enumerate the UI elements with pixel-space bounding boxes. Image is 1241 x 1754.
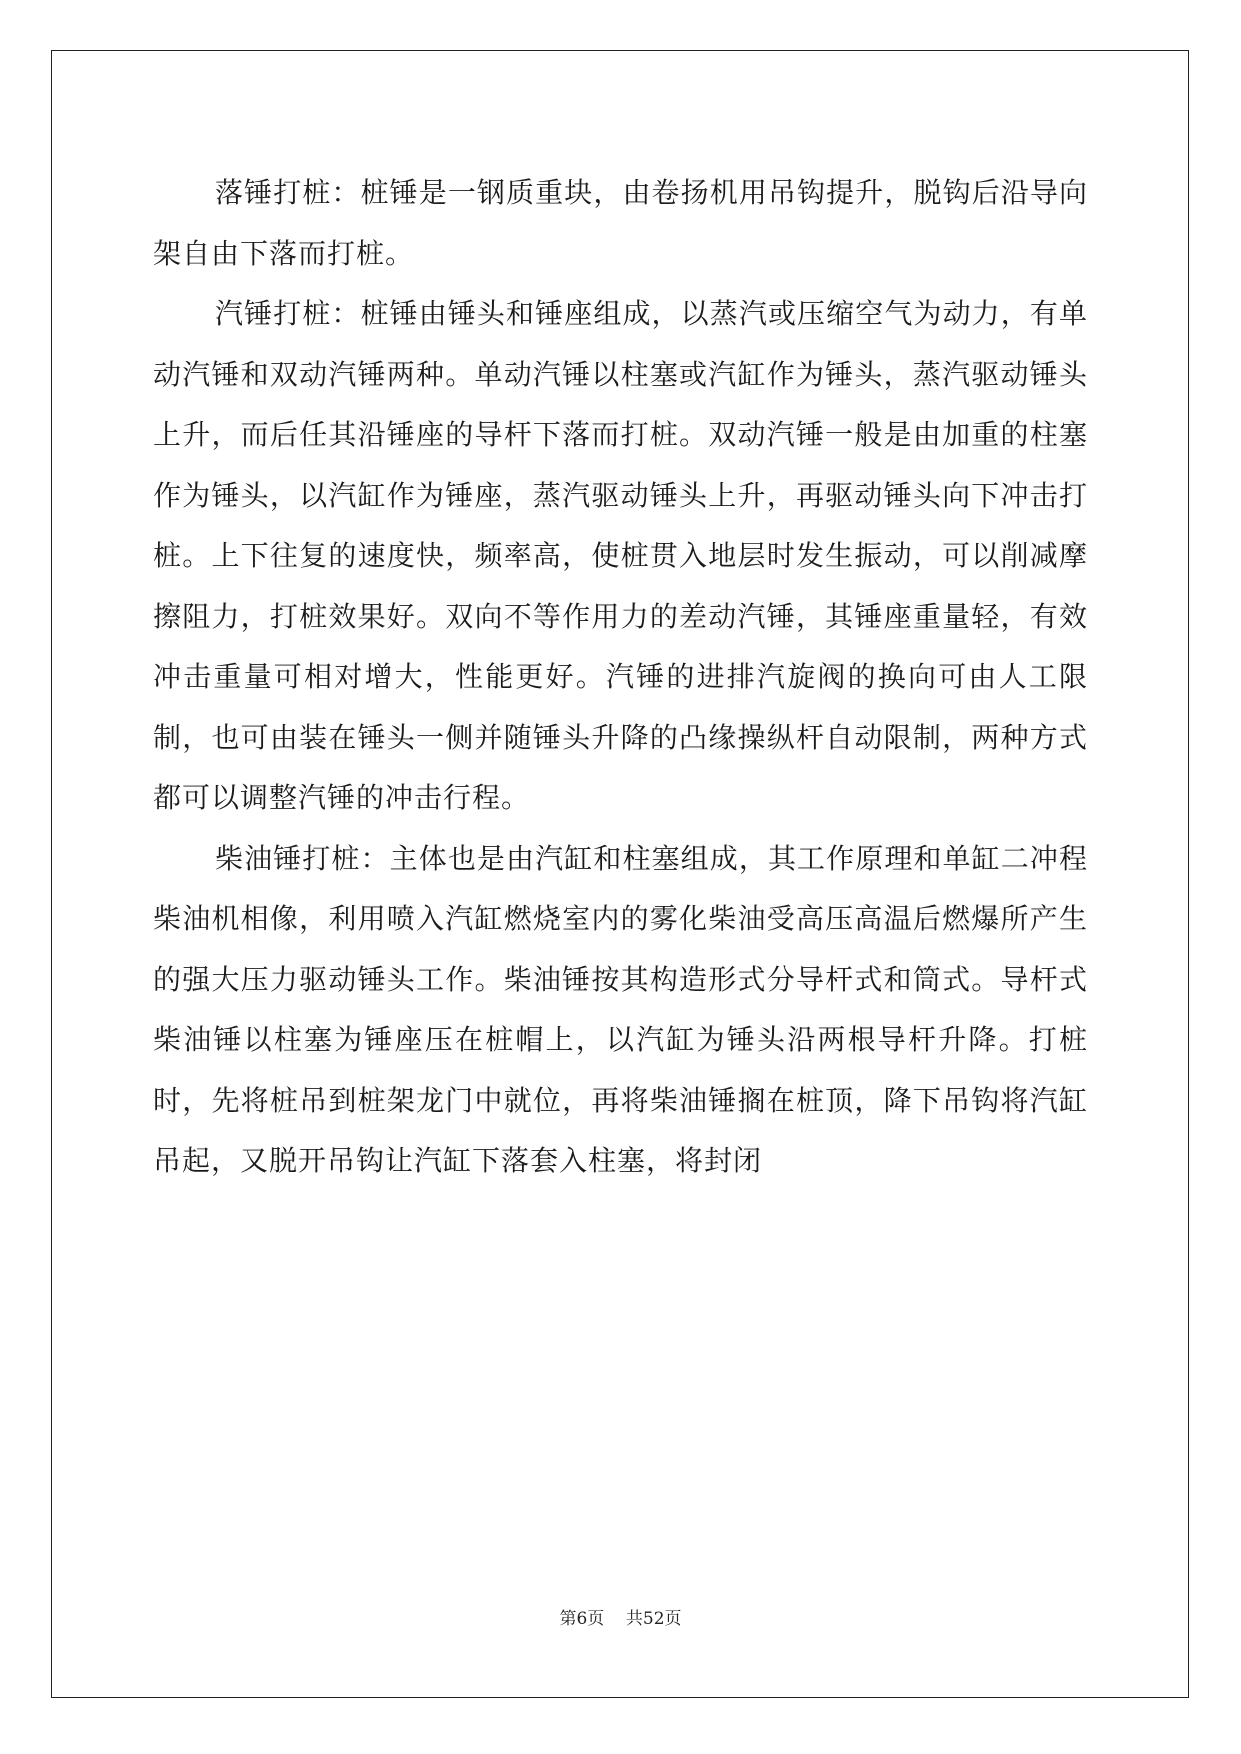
document-body [153, 163, 1088, 1192]
paragraph-diesel-hammer: 柴油锤打桩：主体也是由汽缸和柱塞组成，其工作原理和单缸二冲程柴油机相像，利用喷入汽缸燃烧室内的雾化柴油受高压高温后燃爆所产生的强大压力驱动锤头工作。柴油锤按其构造形式分导杆式和筒式。导杆式柴油锤以柱塞为锤座压在桩帽上，以汽缸为锤头沿两根导杆升降。打桩时，先将桩吊到桩架龙门中就位，再将柴油锤搁在桩顶，降下吊钩将汽缸吊起，又脱开吊钩让汽缸下落套入柱塞，将封闭 [153, 841, 1088, 1177]
page-footer [0, 1604, 1241, 1629]
paragraph-drop-hammer: 落锤打桩：桩锤是一钢质重块，由卷扬机用吊钩提升，脱钩后沿导向架自由下落而打桩。 [153, 176, 1088, 270]
total-pages: 共52页 [625, 1609, 682, 1629]
footer-spacer [604, 1609, 626, 1629]
page-number: 第6页 [559, 1609, 605, 1629]
paragraph-steam-hammer: 汽锤打桩：桩锤由锤头和锤座组成，以蒸汽或压缩空气为动力，有单动汽锤和双动汽锤两种。单动汽锤以柱塞或汽缸作为锤头，蒸汽驱动锤头上升，而后任其沿锤座的导杆下落而打桩。双动汽锤一般是由加重的柱塞作为锤头，以汽缸作为锤座，蒸汽驱动锤头上升，再驱动锤头向下冲击打桩。上下往复的速度快，频率高，使桩贯入地层时发生振动，可以削减摩擦阻力，打桩效果好。双向不等作用力的差动汽锤，其锤座重量轻，有效冲击重量可相对增大，性能更好。汽锤的进排汽旋阀的换向可由人工限制，也可由装在锤头一侧并随锤头升降的凸缘操纵杆自动限制，两种方式都可以调整汽锤的冲击行程。 [153, 297, 1088, 814]
